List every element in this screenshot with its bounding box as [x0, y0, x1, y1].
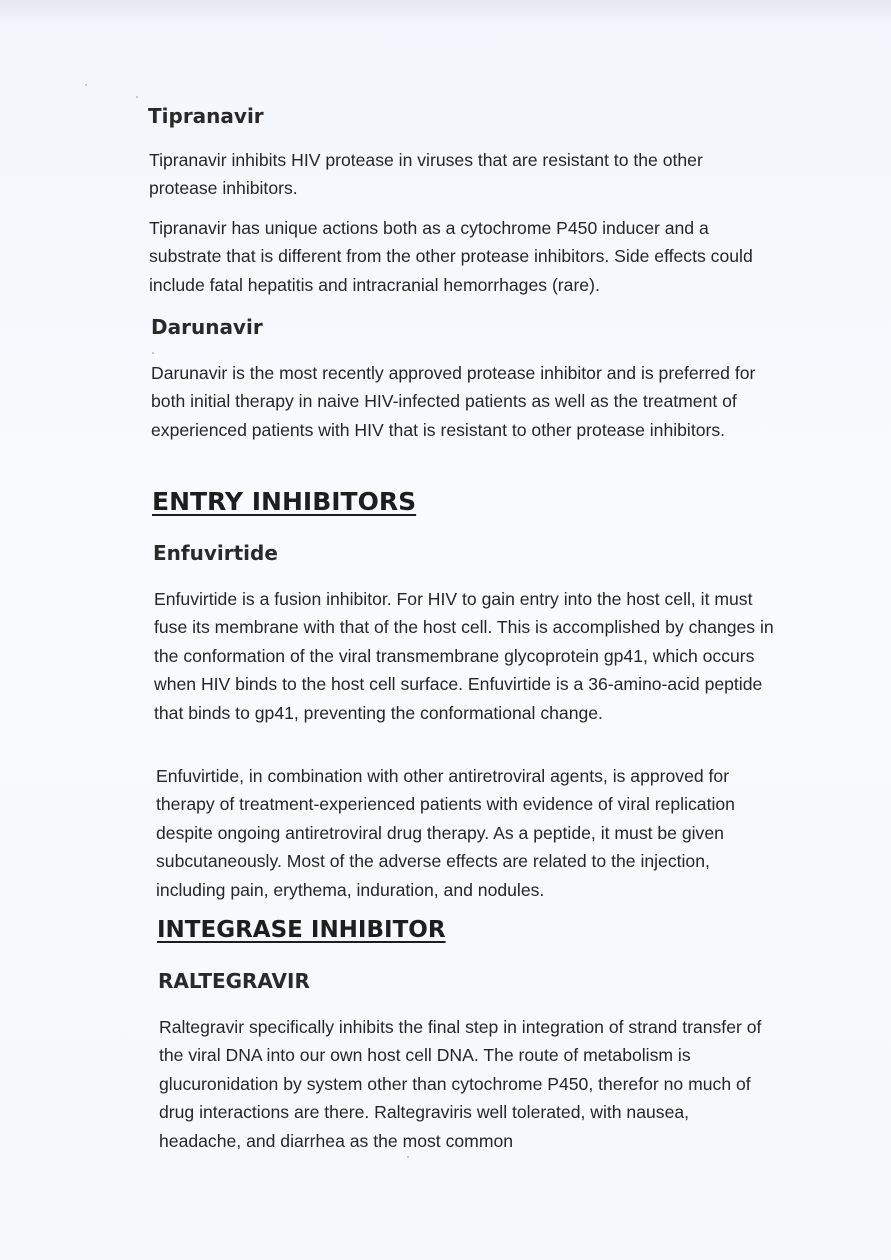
tipranavir-heading: Tipranavir: [148, 104, 264, 128]
scan-speck: [136, 96, 138, 98]
tipranavir-paragraph-2: Tipranavir has unique actions both as a cytochrome P450 inducer and a substrate that is different from the other protease inhibitors. Side effects could include fatal hepatitis and intracranial hemorrhages (rare).: [149, 218, 753, 295]
darunavir-paragraph-1: Darunavir is the most recently approved protease inhibitor and is preferred for both initial therapy in naive HIV-infected patients as well as the treatment of experienced patients with HIV that is resistant to other protease inhibitors.: [151, 363, 756, 440]
scan-edge-shadow: [0, 0, 891, 26]
tipranavir-paragraph-1: Tipranavir inhibits HIV protease in viruses that are resistant to the other protease inhibitors.: [149, 150, 703, 199]
enfuvirtide-paragraph-2: Enfuvirtide, in combination with other antiretroviral agents, is approved for therapy of treatment-experienced patients with evidence of viral replication despite ongoing antiretroviral drug therapy. As a peptide, it must be given subcutaneously. Most of the adverse effects are related to the injection, including pain, erythema, induration, and nodules.: [156, 766, 735, 900]
darunavir-heading: Darunavir: [151, 315, 263, 339]
scan-speck: [152, 352, 154, 354]
scan-speck: [407, 1156, 409, 1158]
entry-inhibitors-heading: ENTRY INHIBITORS: [152, 487, 417, 516]
scan-speck: [85, 84, 87, 86]
enfuvirtide-heading: Enfuvirtide: [153, 541, 278, 565]
raltegravir-paragraph-1: Raltegravir specifically inhibits the final step in integration of strand transfer of the viral DNA into our own host cell DNA. The route of metabolism is glucuronidation by system other than cytochrome P450, therefor no much of drug interactions are there. Raltegraviris well tolerated, with nausea, headache, and diarrhea as the most common: [159, 1017, 762, 1151]
raltegravir-heading: RALTEGRAVIR: [158, 969, 310, 993]
integrase-inhibitor-heading: INTEGRASE INHIBITOR: [157, 917, 446, 943]
enfuvirtide-paragraph-1: Enfuvirtide is a fusion inhibitor. For HIV to gain entry into the host cell, it must fuse its membrane with that of the host cell. This is accomplished by changes in the conformation of the viral transmembrane glycoprotein gp41, which occurs when HIV binds to the host cell surface. Enfuvirtide is a 36-amino-acid peptide that binds to gp41, preventing the conformational change.: [154, 589, 774, 723]
